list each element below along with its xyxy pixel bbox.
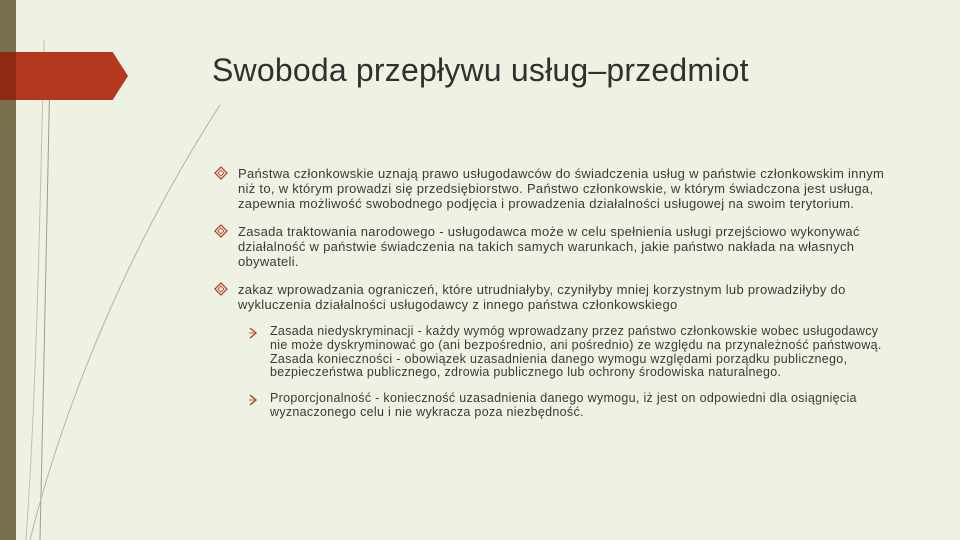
diamond-bullet-icon	[214, 282, 228, 296]
sub-bullet-item	[246, 392, 894, 420]
page-title: Swoboda przepływu usług–przedmiot	[212, 52, 749, 88]
bullet-text: Zasada traktowania narodowego - usługodawca może w celu spełnienia usługi przejściowo wykonywać działalność w państwie świadczenia na takich samych warunkach, jakie państwo nakłada na własnych obywateli.	[238, 224, 860, 269]
title-accent-tab-edge	[0, 52, 16, 100]
bullet-text: zakaz wprowadzania ograniczeń, które utrudniałyby, czyniłyby mniej korzystnym lub prowadziłyby do wykluczenia działalności usługodawcy z innego państwa członkowskiego	[238, 282, 846, 312]
chevron-right-bullet-icon	[246, 326, 260, 340]
sub-bullet-item	[246, 325, 894, 380]
bullet-list	[214, 166, 894, 432]
diamond-bullet-icon	[214, 224, 228, 238]
chevron-right-bullet-icon	[246, 393, 260, 407]
diamond-bullet-icon	[214, 166, 228, 180]
bullet-item	[214, 282, 894, 312]
sub-bullet-text: Proporcjonalność - konieczność uzasadnienia danego wymogu, iż jest on odpowiedni dla osiągnięcia wyznaczonego celu i nie wykracza poza niezbędność.	[270, 391, 857, 419]
bullet-item	[214, 224, 894, 269]
title-accent-tab	[0, 52, 128, 100]
bullet-text: Państwa członkowskie uznają prawo usługodawców do świadczenia usług w państwie członkowskim innym niż to, w którym prowadzi się przedsiębiorstwo. Państwo członkowskie, w którym świadczona jest usługa, zapewnia możliwość swobodnego podjęcia i prowadzenia działalności usługowej na swoim terytorium.	[238, 166, 885, 211]
sub-bullet-text: Zasada niedyskryminacji - każdy wymóg wprowadzany przez państwo członkowskie wobec usługodawcy nie może dyskryminować go (ani bezpośrednio, ani pośrednio) ze względu na przynależność państwową. Zasada konieczności - obowiązek uzasadnienia danego wymogu względami porządku publicznego, bezpieczeństwa publicznego, zdrowia publicznego lub ochrony środowiska naturalnego.	[270, 324, 882, 380]
bullet-item	[214, 166, 894, 211]
